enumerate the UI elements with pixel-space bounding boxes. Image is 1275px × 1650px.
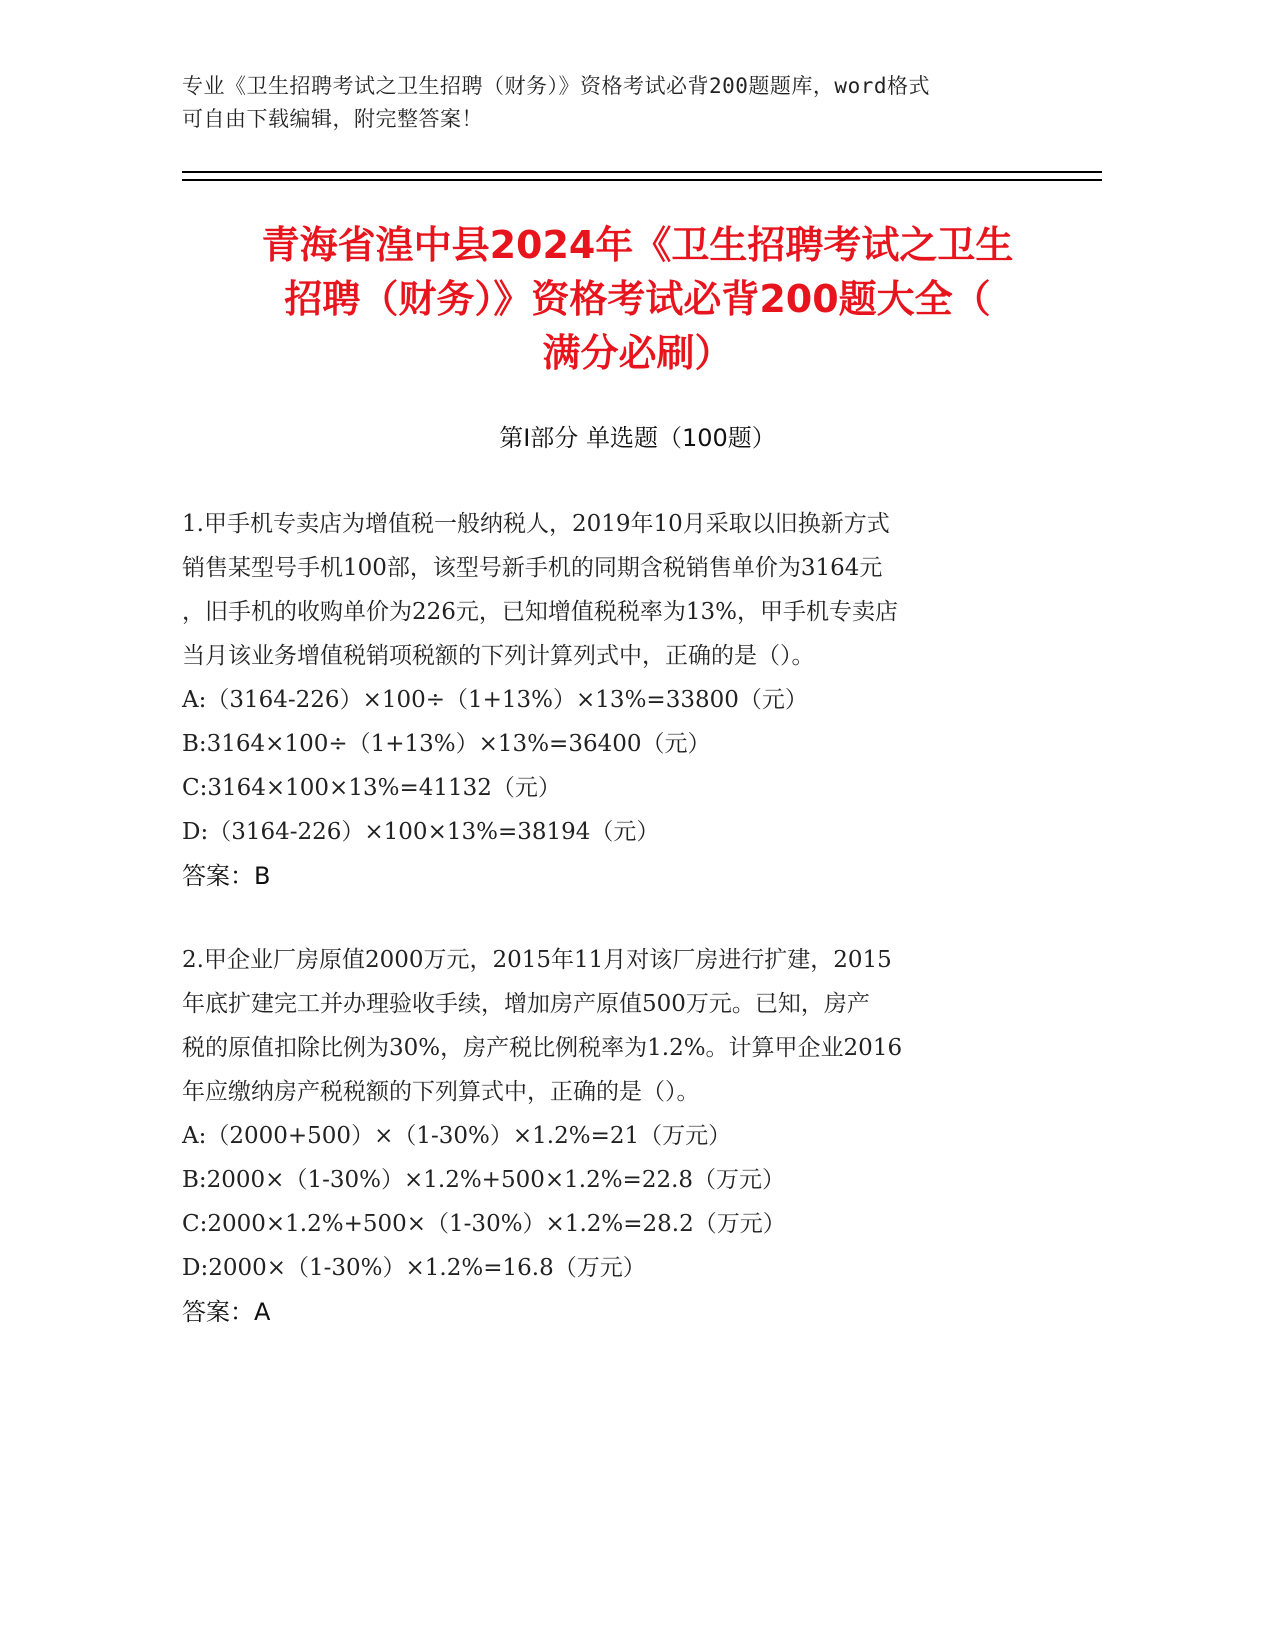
answer-text: 答案：A bbox=[182, 1298, 271, 1326]
header-divider-bottom bbox=[182, 179, 1102, 181]
stem-line: 税的原值扣除比例为30%，房产税比例税率为1.2%。计算甲企业2016 bbox=[182, 1035, 903, 1061]
stem-line: 年应缴纳房产税税额的下列算式中，正确的是（）。 bbox=[182, 1079, 700, 1105]
title-line-3: 满分必刷） bbox=[542, 331, 733, 375]
stem-line: 1.甲手机专卖店为增值税一般纳税人，2019年10月采取以旧换新方式 bbox=[182, 511, 890, 537]
option-c: C:3164×100×13%=41132（元） bbox=[182, 775, 561, 801]
option-a: A:（2000+500）×（1-30%）×1.2%=21（万元） bbox=[182, 1123, 732, 1149]
header-divider-top bbox=[182, 171, 1102, 173]
stem-line: 2.甲企业厂房原值2000万元，2015年11月对该厂房进行扩建，2015 bbox=[182, 947, 892, 973]
stem-line: 年底扩建完工并办理验收手续，增加房产原值500万元。已知，房产 bbox=[182, 991, 870, 1017]
intro-line-1: 专业《卫生招聘考试之卫生招聘（财务）》资格考试必背200题题库，word格式 bbox=[182, 74, 930, 98]
title-line-1: 青海省湟中县2024年《卫生招聘考试之卫生 bbox=[261, 223, 1014, 267]
answer-text: 答案：B bbox=[182, 862, 271, 890]
page-title bbox=[120, 218, 1155, 380]
question-1 bbox=[182, 502, 1082, 898]
option-a: A:（3164-226）×100÷（1+13%）×13%=33800（元） bbox=[182, 687, 808, 713]
stem-line: 当月该业务增值税销项税额的下列计算列式中，正确的是（）。 bbox=[182, 643, 815, 669]
option-c: C:2000×1.2%+500×（1-30%）×1.2%=28.2（万元） bbox=[182, 1211, 786, 1237]
option-b: B:3164×100÷（1+13%）×13%=36400（元） bbox=[182, 731, 711, 757]
stem-line: 销售某型号手机100部，该型号新手机的同期含税销售单价为3164元 bbox=[182, 555, 883, 581]
stem-line: ，旧手机的收购单价为226元，已知增值税税率为13%，甲手机专卖店 bbox=[182, 599, 899, 625]
title-line-2: 招聘（财务）》资格考试必背200题大全（ bbox=[284, 277, 991, 321]
intro-text bbox=[182, 70, 1082, 136]
question-stem bbox=[182, 502, 1082, 678]
option-d: D:（3164-226）×100×13%=38194（元） bbox=[182, 819, 660, 845]
option-d: D:2000×（1-30%）×1.2%=16.8（万元） bbox=[182, 1255, 646, 1281]
option-b: B:2000×（1-30%）×1.2%+500×1.2%=22.8（万元） bbox=[182, 1167, 786, 1193]
question-stem bbox=[182, 938, 1082, 1114]
intro-line-2: 可自由下载编辑，附完整答案！ bbox=[182, 107, 483, 131]
question-2 bbox=[182, 938, 1082, 1334]
section-heading: 第Ⅰ部分 单选题（100题） bbox=[499, 424, 776, 452]
